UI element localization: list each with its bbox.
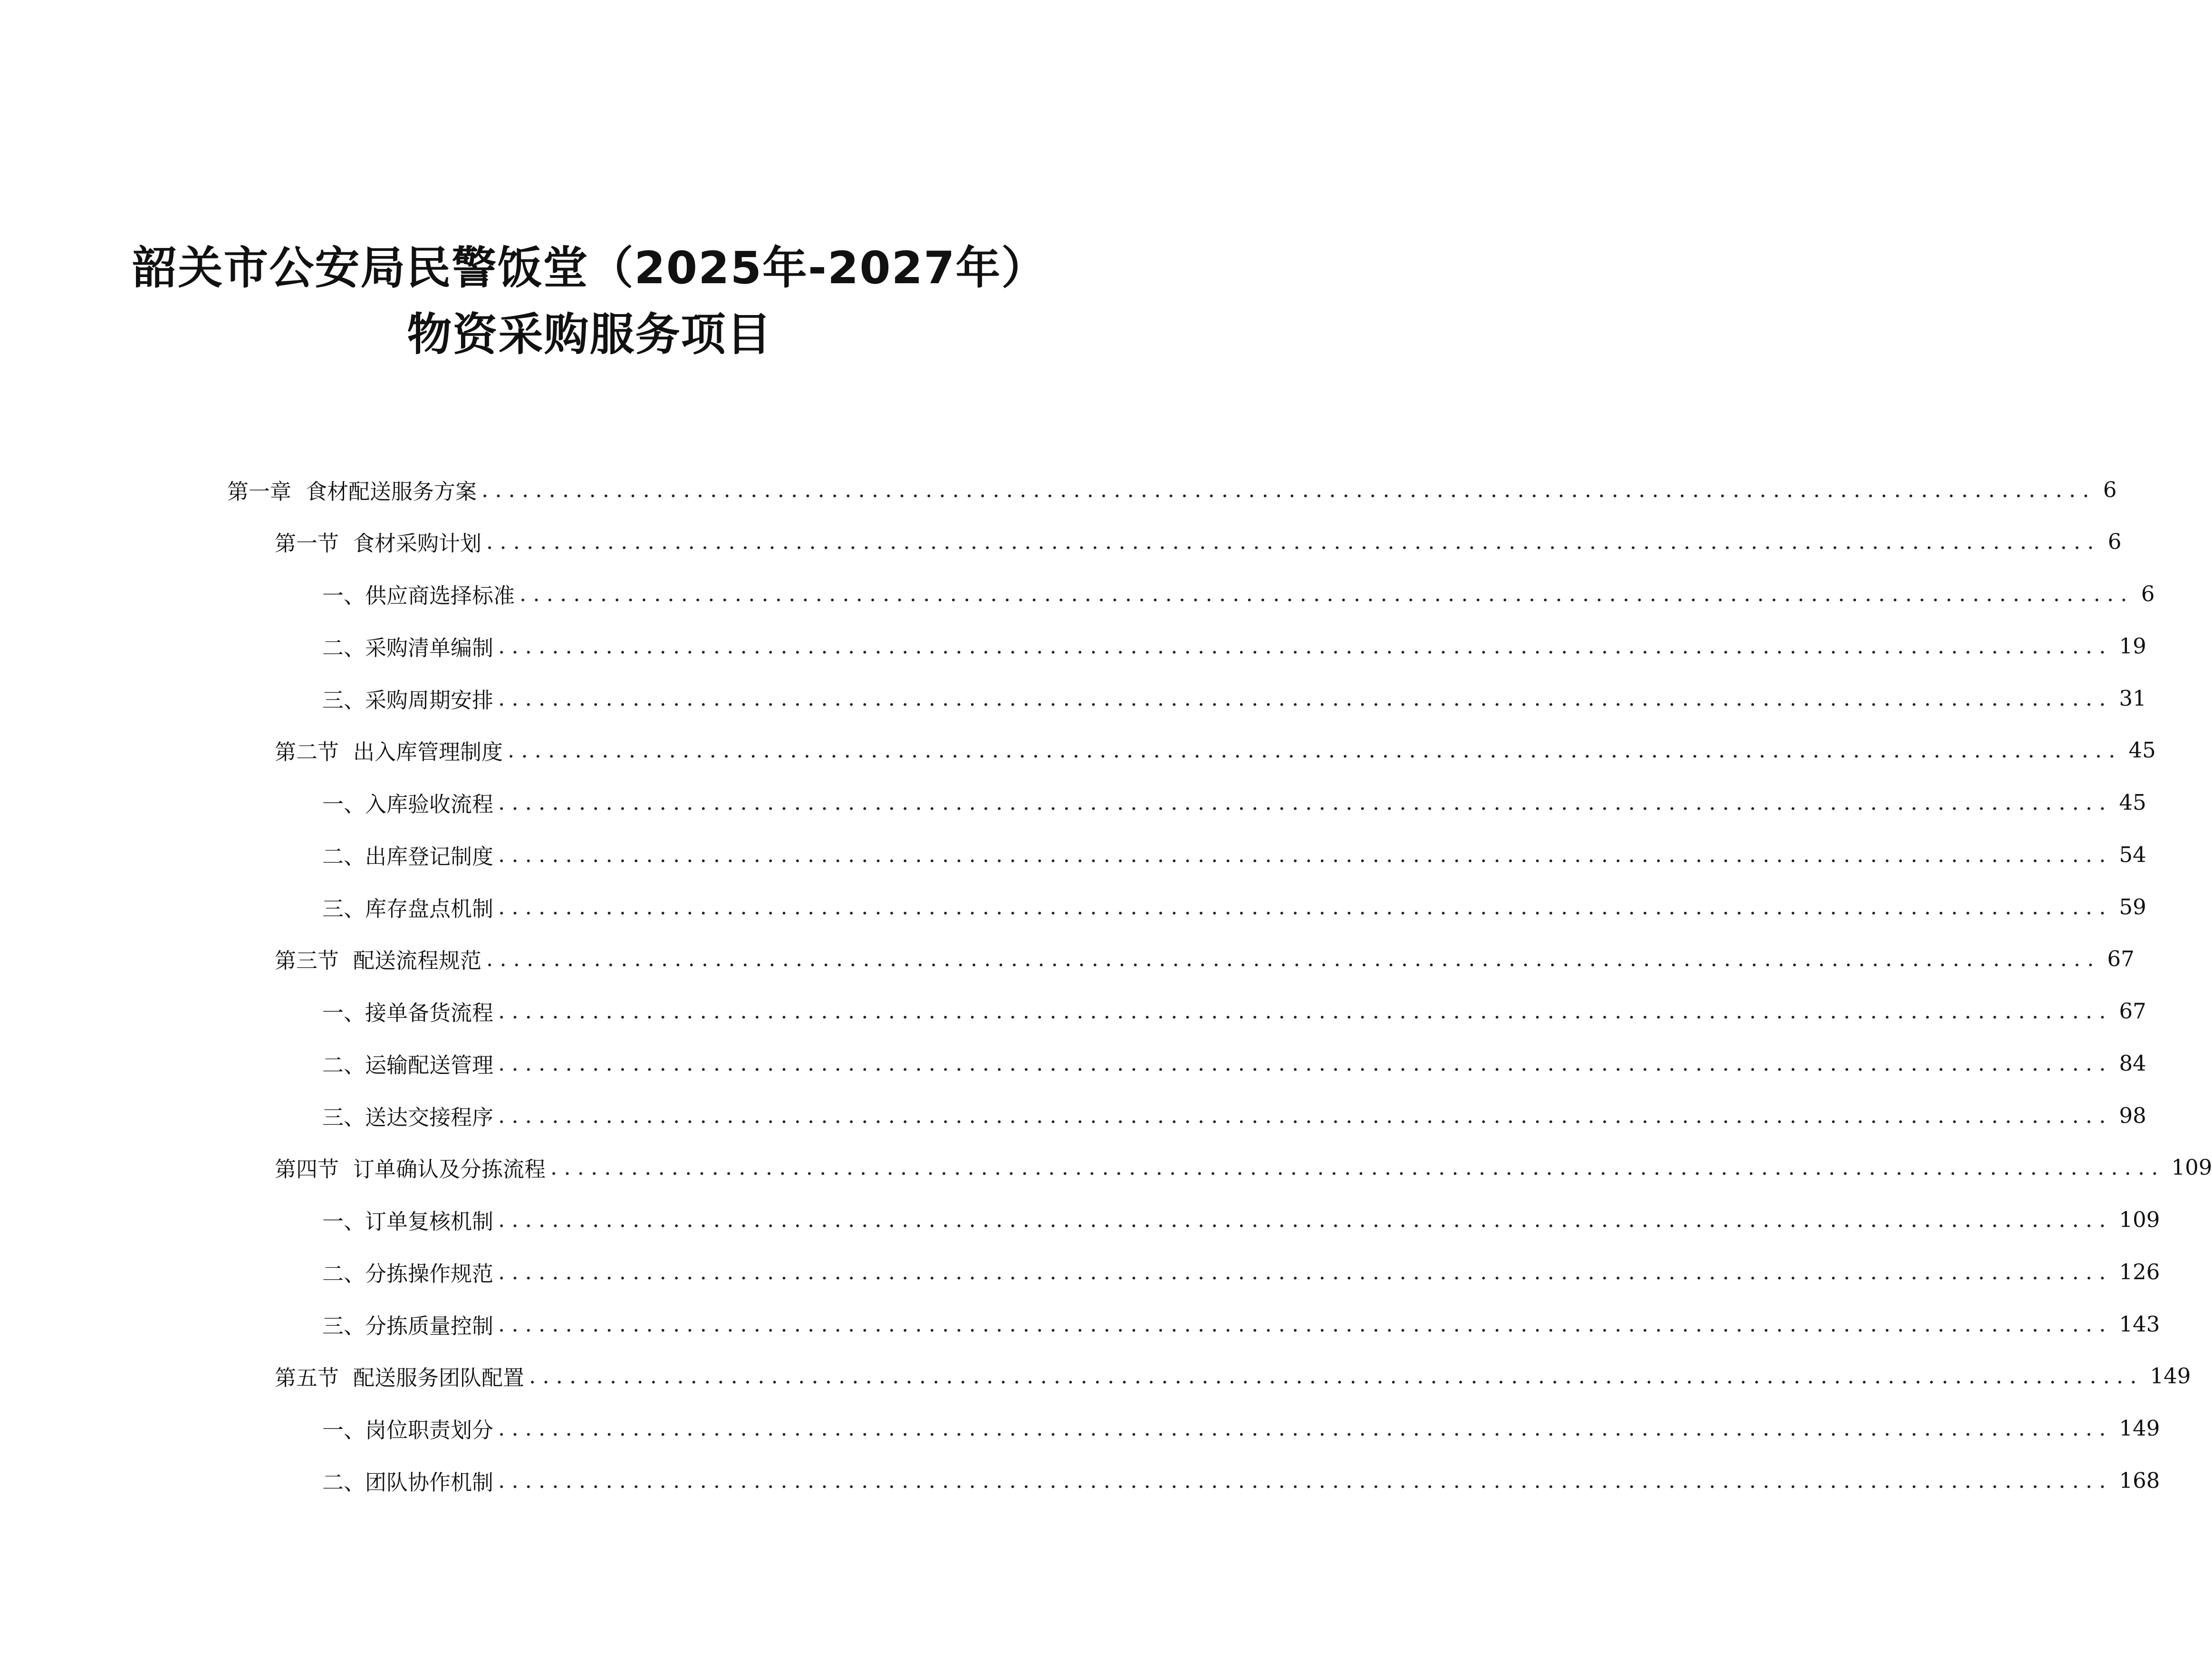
toc-page-number: 6 <box>2141 581 2155 606</box>
toc-page-number: 109 <box>2119 1207 2160 1232</box>
toc-page-number: 84 <box>2119 1050 2146 1076</box>
toc-entry-1-2[interactable] <box>322 629 2146 662</box>
toc-entry-4-1[interactable] <box>322 1203 2160 1236</box>
toc-page-number: 67 <box>2119 998 2146 1024</box>
toc-dot-leader: ........................................................................................................................ <box>498 1415 2113 1441</box>
toc-page-number: 126 <box>2119 1259 2160 1284</box>
toc-page-number: 168 <box>2119 1467 2160 1493</box>
toc-entry-title: 岗位职责划分 <box>365 1417 494 1443</box>
toc-entry-section-3[interactable] <box>275 942 2135 975</box>
toc-entry-title: 团队协作机制 <box>365 1469 494 1495</box>
title-line-1: 韶关市公安局民警饭堂（2025年-2027年） <box>132 242 1047 294</box>
toc-dot-leader: ........................................................................................................................ <box>486 528 2101 554</box>
toc-dot-leader: ........................................................................................................................ <box>519 581 2134 606</box>
toc-entry-title: 分拣操作规范 <box>365 1261 494 1286</box>
toc-entry-number: 第三节 <box>275 948 339 973</box>
toc-entry-title: 食材采购计划 <box>353 530 482 556</box>
toc-entry-title: 出入库管理制度 <box>353 739 503 765</box>
toc-page-number: 45 <box>2119 789 2146 815</box>
toc-entry-number: 一、 <box>322 1000 365 1025</box>
toc-dot-leader: ........................................................................................................................ <box>498 1467 2113 1493</box>
toc-entry-section-5[interactable] <box>275 1359 2191 1392</box>
toc-page-number: 98 <box>2119 1102 2146 1128</box>
toc-dot-leader: ........................................................................................................................ <box>498 1102 2113 1128</box>
toc-entry-title: 采购清单编制 <box>365 635 494 661</box>
toc-dot-leader: ........................................................................................................................ <box>498 633 2113 659</box>
toc-dot-leader: ........................................................................................................................ <box>498 789 2113 815</box>
toc-entry-title: 配送服务团队配置 <box>353 1365 525 1390</box>
toc-entry-section-4[interactable] <box>275 1150 2212 1184</box>
toc-dot-leader: ........................................................................................................................ <box>498 685 2113 711</box>
toc-entry-title: 送达交接程序 <box>365 1104 494 1130</box>
toc-entry-title: 入库验收流程 <box>365 791 494 817</box>
toc-entry-number: 第二节 <box>275 739 339 765</box>
toc-page-number: 59 <box>2119 894 2146 920</box>
toc-dot-leader: ........................................................................................................................ <box>498 894 2113 920</box>
toc-entry-title: 运输配送管理 <box>365 1052 494 1078</box>
toc-page-number: 149 <box>2119 1415 2160 1441</box>
toc-entry-number: 三、 <box>322 1313 365 1339</box>
title-line-2: 物资采购服务项目 <box>407 309 772 361</box>
toc-entry-number: 三、 <box>322 896 365 921</box>
toc-page-number: 149 <box>2150 1363 2191 1389</box>
toc-entry-title: 接单备货流程 <box>365 1000 494 1025</box>
toc-entry-2-2[interactable] <box>322 838 2146 871</box>
toc-entry-4-2[interactable] <box>322 1255 2160 1288</box>
toc-entry-5-1[interactable] <box>322 1411 2160 1445</box>
toc-dot-leader: ........................................................................................................................ <box>481 477 2096 502</box>
toc-entry-number: 三、 <box>322 687 365 713</box>
toc-page-number: 6 <box>2103 477 2117 502</box>
toc-entry-1-3[interactable] <box>322 681 2146 715</box>
toc-entry-number: 第一章 <box>227 479 292 504</box>
toc-entry-number: 二、 <box>322 1052 365 1078</box>
toc-dot-leader: ........................................................................................................................ <box>498 1050 2113 1076</box>
toc-entry-title: 采购周期安排 <box>365 687 494 713</box>
toc-entry-title: 分拣质量控制 <box>365 1313 494 1339</box>
toc-page-number: 6 <box>2107 528 2122 554</box>
toc-entry-number: 第四节 <box>275 1156 339 1182</box>
toc-entry-title: 库存盘点机制 <box>365 896 494 921</box>
toc-entry-number: 一、 <box>322 583 365 608</box>
toc-dot-leader: ........................................................................................................................ <box>529 1363 2144 1389</box>
toc-entry-number: 二、 <box>322 1469 365 1495</box>
toc-entry-title: 供应商选择标准 <box>365 583 515 608</box>
toc-dot-leader: ........................................................................................................................ <box>498 1259 2113 1284</box>
toc-entry-section-1[interactable] <box>275 525 2122 558</box>
toc-entry-5-2[interactable] <box>322 1464 2160 1497</box>
toc-entry-number: 二、 <box>322 843 365 869</box>
toc-entry-number: 一、 <box>322 1417 365 1443</box>
toc-dot-leader: ........................................................................................................................ <box>498 1311 2113 1337</box>
toc-page-number: 67 <box>2107 946 2135 971</box>
toc-entry-number: 第一节 <box>275 530 339 556</box>
toc-entry-title: 食材配送服务方案 <box>306 479 477 504</box>
toc-dot-leader: ........................................................................................................................ <box>498 1207 2113 1232</box>
toc-dot-leader: ........................................................................................................................ <box>486 946 2101 971</box>
toc-dot-leader: ........................................................................................................................ <box>508 737 2122 763</box>
toc-dot-leader: ........................................................................................................................ <box>550 1154 2165 1180</box>
toc-page-number: 143 <box>2119 1311 2160 1337</box>
toc-entry-number: 一、 <box>322 1208 365 1234</box>
toc-entry-title: 订单复核机制 <box>365 1208 494 1234</box>
toc-entry-number: 二、 <box>322 635 365 661</box>
toc-entry-title: 出库登记制度 <box>365 843 494 869</box>
toc-page-number: 45 <box>2128 737 2156 763</box>
toc-entry-number: 一、 <box>322 791 365 817</box>
toc-page-number: 19 <box>2119 633 2146 659</box>
toc-entry-3-2[interactable] <box>322 1046 2146 1080</box>
toc-entry-chapter-1[interactable] <box>227 473 2117 506</box>
toc-entry-4-3[interactable] <box>322 1307 2160 1341</box>
toc-entry-2-1[interactable] <box>322 786 2146 819</box>
toc-entry-1-1[interactable] <box>322 577 2155 610</box>
toc-page-number: 31 <box>2119 685 2146 711</box>
toc-entry-section-2[interactable] <box>275 733 2156 766</box>
toc-entry-2-3[interactable] <box>322 890 2146 923</box>
toc-entry-3-1[interactable] <box>322 994 2146 1027</box>
toc-dot-leader: ........................................................................................................................ <box>498 998 2113 1024</box>
toc-dot-leader: ........................................................................................................................ <box>498 842 2113 867</box>
toc-entry-number: 三、 <box>322 1104 365 1130</box>
toc-entry-number: 第五节 <box>275 1365 339 1390</box>
toc-entry-number: 二、 <box>322 1261 365 1286</box>
toc-page-number: 54 <box>2119 842 2146 867</box>
toc-entry-title: 配送流程规范 <box>353 948 482 973</box>
toc-entry-title: 订单确认及分拣流程 <box>353 1156 546 1182</box>
toc-page-number: 109 <box>2171 1154 2212 1180</box>
toc-entry-3-3[interactable] <box>322 1099 2146 1132</box>
